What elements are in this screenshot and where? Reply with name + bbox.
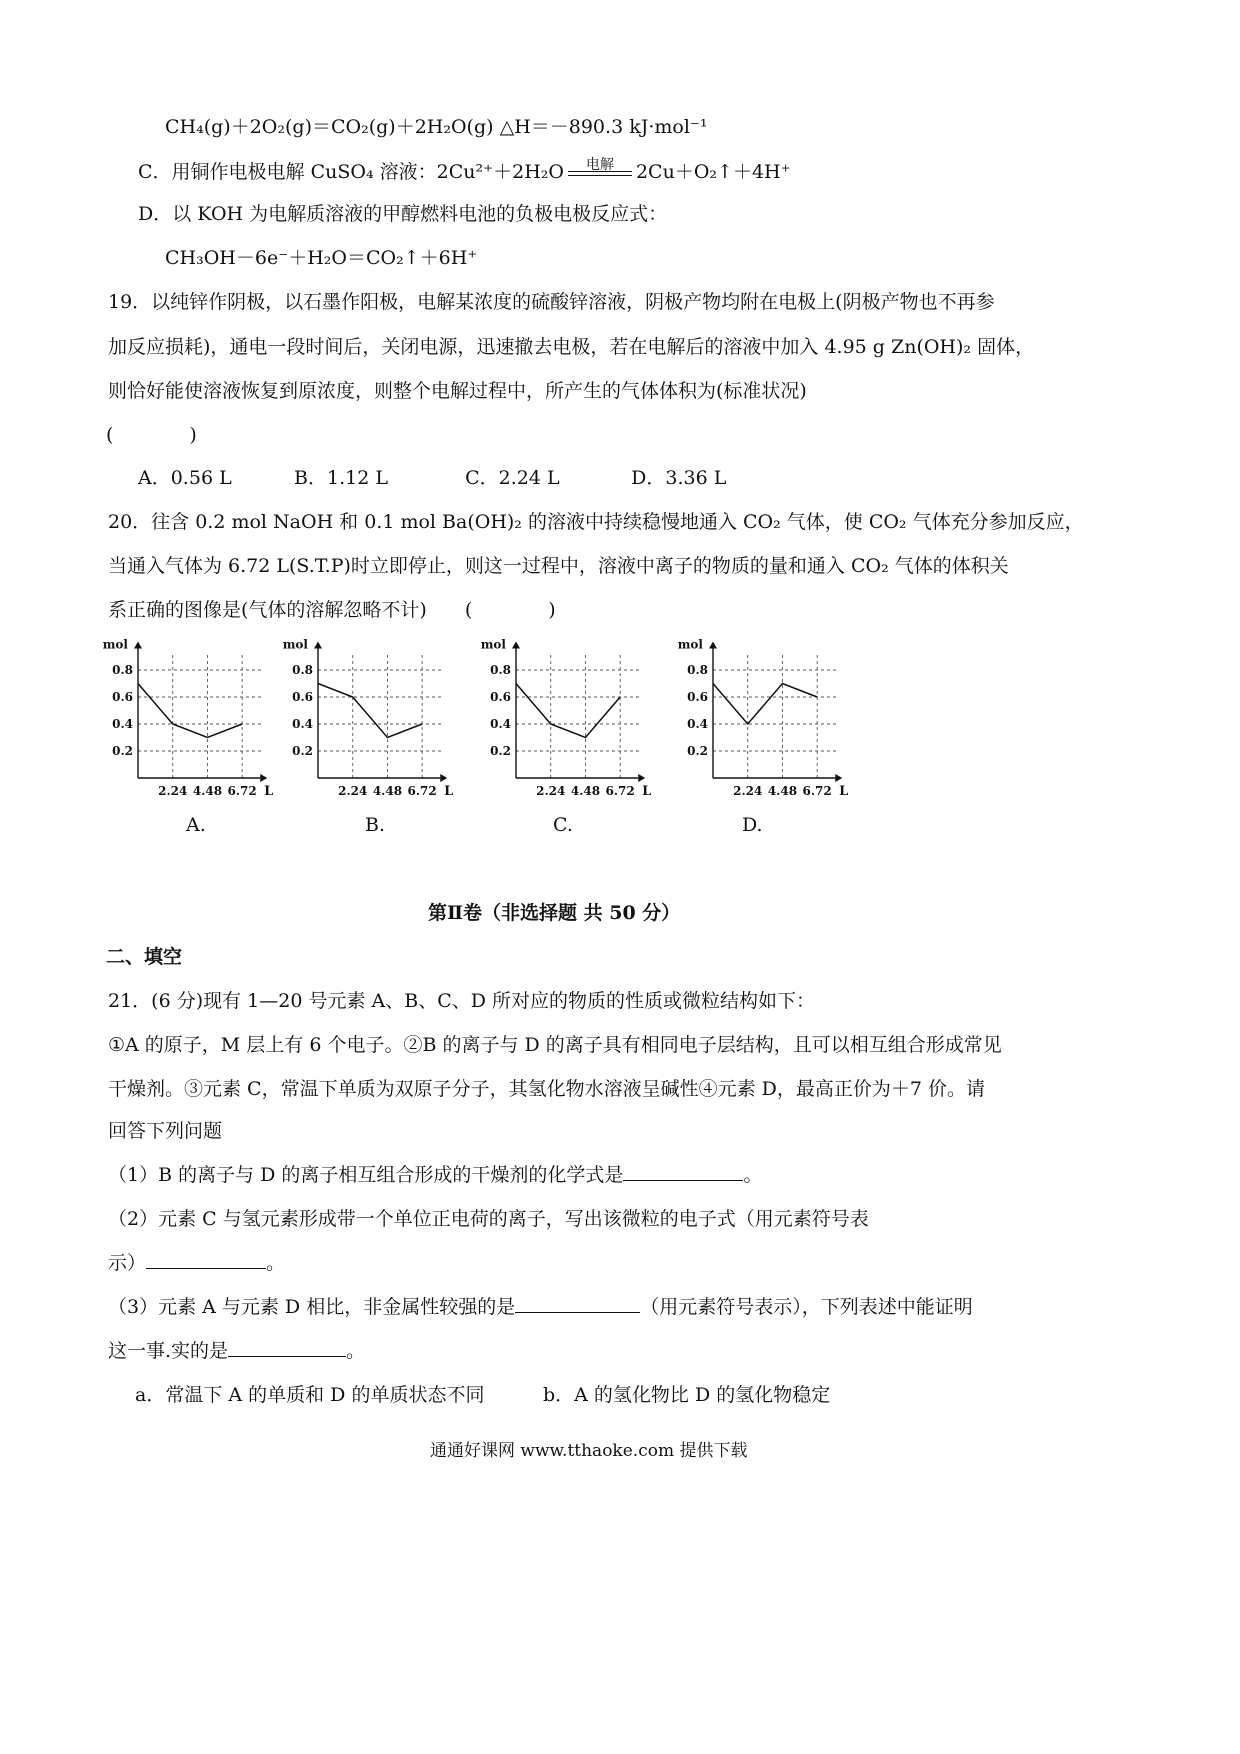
series-line — [516, 684, 620, 738]
x-axis-label: L — [642, 784, 652, 799]
x-axis-arrow — [638, 774, 645, 782]
y-tick-label: 0.6 — [687, 690, 708, 704]
y-axis-label: mol — [102, 637, 128, 652]
q21-part1-text: （1）B 的离子与 D 的离子相互组合形成的干燥剂的化学式是 — [108, 1164, 624, 1186]
y-tick-label: 0.8 — [112, 663, 133, 677]
y-tick-label: 0.2 — [292, 744, 313, 758]
series-line — [318, 684, 422, 738]
x-axis-label: L — [839, 784, 849, 799]
y-tick-label: 0.8 — [687, 663, 708, 677]
y-tick-label: 0.2 — [490, 744, 511, 758]
x-tick-label: 6.72 — [802, 784, 832, 798]
series-line — [138, 684, 242, 738]
q21-part3-text: （3）元素 A 与元素 D 相比，非金属性较强的是 — [108, 1296, 516, 1318]
x-axis-label: L — [264, 784, 274, 799]
q20-line3: 系正确的图像是(气体的溶解忽略不计) ( ) — [108, 599, 556, 621]
y-tick-label: 0.6 — [112, 690, 133, 704]
y-axis-label: mol — [480, 637, 506, 652]
y-tick-label: 0.4 — [490, 717, 511, 731]
y-tick-label: 0.6 — [292, 690, 313, 704]
x-tick-label: 2.24 — [733, 784, 763, 798]
x-axis-arrow — [260, 774, 267, 782]
q18-d-equation: CH₃OH－6e⁻＋H₂O＝CO₂↑＋6H⁺ — [165, 247, 478, 269]
q19-option-c: C．2.24 L — [465, 467, 560, 489]
q19-line2: 加反应损耗)，通电一段时间后，关闭电源，迅速撤去电极，若在电解后的溶液中加入 4.95 g Zn(OH)₂ 固体， — [108, 336, 1035, 358]
x-tick-label: 2.24 — [158, 784, 188, 798]
q21-option-a: a．常温下 A 的单质和 D 的单质状态不同 — [135, 1384, 485, 1406]
electrolysis-arrow — [566, 158, 634, 180]
y-tick-label: 0.8 — [292, 663, 313, 677]
q21-line3: 回答下列问题 — [108, 1120, 223, 1142]
q19-line1: 19．以纯锌作阴极，以石墨作阳极，电解某浓度的硫酸锌溶液，阴极产物均附在电极上(阴极产物也不再参 — [108, 291, 995, 313]
y-axis-arrow — [709, 642, 717, 649]
q19-option-d: D．3.36 L — [631, 467, 727, 489]
q21-part3-end: 。 — [346, 1340, 366, 1362]
q21-part2-end: 。 — [266, 1252, 286, 1274]
x-tick-label: 4.48 — [372, 784, 403, 798]
q18-c-products: 2Cu＋O₂↑＋4H⁺ — [635, 161, 791, 183]
q18-option-d: D．以 KOH 为电解质溶液的甲醇燃料电池的负极电极反应式： — [138, 203, 668, 225]
chart-option-a — [100, 633, 280, 803]
chart-option-c — [478, 633, 658, 803]
y-axis-label: mol — [677, 637, 703, 652]
q18-c-text: C．用铜作电极电解 CuSO₄ 溶液：2Cu²⁺＋2H₂O — [138, 161, 564, 183]
q19-line3: 则恰好能使溶液恢复到原浓度，则整个电解过程中，所产生的气体体积为(标准状况) — [108, 380, 807, 402]
q21-part3-line1 — [108, 1294, 973, 1320]
answer-blank-1[interactable] — [623, 1162, 743, 1181]
x-axis-label: L — [444, 784, 454, 799]
part2-title: 第Ⅱ卷（非选择题 共 50 分） — [428, 902, 681, 924]
x-tick-label: 6.72 — [227, 784, 257, 798]
x-tick-label: 6.72 — [605, 784, 635, 798]
q21-line2: 干燥剂。③元素 C，常温下单质为双原子分子，其氢化物水溶液呈碱性④元素 D，最高正价为＋7 价。请 — [108, 1078, 985, 1100]
q21-part3-line2-text: 这一事.实的是 — [108, 1340, 229, 1362]
x-tick-label: 2.24 — [536, 784, 566, 798]
section-fill-in: 二、填空 — [106, 946, 183, 968]
x-axis-arrow — [440, 774, 447, 782]
q21-option-b: b．A 的氢化物比 D 的氢化物稳定 — [543, 1384, 831, 1406]
x-tick-label: 4.48 — [570, 784, 601, 798]
q20-line1: 20．往含 0.2 mol NaOH 和 0.1 mol Ba(OH)₂ 的溶液中持续稳慢地通入 CO₂ 气体，使 CO₂ 气体充分参加反应， — [108, 511, 1084, 533]
x-axis-arrow — [835, 774, 842, 782]
answer-blank-4[interactable] — [228, 1338, 346, 1357]
q18-b-equation: CH₄(g)＋2O₂(g)＝CO₂(g)＋2H₂O(g) △H＝－890.3 kJ·mol⁻¹ — [165, 116, 708, 138]
q21-part2-text: 示） — [108, 1252, 147, 1274]
chart-option-b — [280, 633, 460, 803]
x-tick-label: 6.72 — [407, 784, 437, 798]
y-tick-label: 0.4 — [687, 717, 708, 731]
y-tick-label: 0.4 — [112, 717, 133, 731]
chart-c-label: C. — [553, 814, 573, 836]
answer-blank-2[interactable] — [146, 1250, 266, 1269]
y-tick-label: 0.6 — [490, 690, 511, 704]
q20-line2: 当通入气体为 6.72 L(S.T.P)时立即停止，则这一过程中，溶液中离子的物质的量和通入 CO₂ 气体的体积关 — [108, 555, 1009, 577]
y-tick-label: 0.8 — [490, 663, 511, 677]
q21-part2-line2 — [108, 1250, 285, 1276]
y-axis-label: mol — [282, 637, 308, 652]
page-footer: 通通好课网 www.tthaoke.com 提供下载 — [430, 1441, 748, 1461]
chart-d-label: D. — [742, 814, 763, 836]
q21-part2-line1: （2）元素 C 与氢元素形成带一个单位正电荷的离子，写出该微粒的电子式（用元素符号表 — [108, 1208, 869, 1230]
y-axis-arrow — [512, 642, 520, 649]
y-tick-label: 0.2 — [112, 744, 133, 758]
y-axis-arrow — [134, 642, 142, 649]
answer-blank-3[interactable] — [515, 1294, 640, 1313]
q21-part3-after: （用元素符号表示），下列表述中能证明 — [640, 1296, 973, 1318]
x-tick-label: 2.24 — [338, 784, 368, 798]
electrolysis-condition: 电解 — [585, 157, 614, 173]
q19-options — [138, 465, 726, 491]
q18-option-c — [138, 158, 791, 185]
chart-a-label: A. — [186, 814, 206, 836]
q21-part1 — [108, 1162, 762, 1188]
series-line — [713, 684, 817, 725]
x-tick-label: 4.48 — [192, 784, 223, 798]
y-axis-arrow — [314, 642, 322, 649]
q19-option-a: A．0.56 L — [138, 467, 232, 489]
chart-b-label: B. — [365, 814, 386, 836]
q21-part1-end: 。 — [743, 1164, 763, 1186]
q19-answer-bracket: ( ) — [106, 424, 197, 446]
y-tick-label: 0.4 — [292, 717, 313, 731]
y-tick-label: 0.2 — [687, 744, 708, 758]
q19-option-b: B．1.12 L — [294, 467, 388, 489]
chart-option-d — [675, 633, 855, 803]
x-tick-label: 4.48 — [767, 784, 798, 798]
q21-line1: ①A 的原子，M 层上有 6 个电子。②B 的离子与 D 的离子具有相同电子层结构，且可以相互组合形成常见 — [108, 1034, 1002, 1056]
q21-intro: 21．(6 分)现有 1—20 号元素 A、B、C、D 所对应的物质的性质或微粒结构如下： — [108, 990, 816, 1012]
q21-part3-line2 — [108, 1338, 365, 1364]
